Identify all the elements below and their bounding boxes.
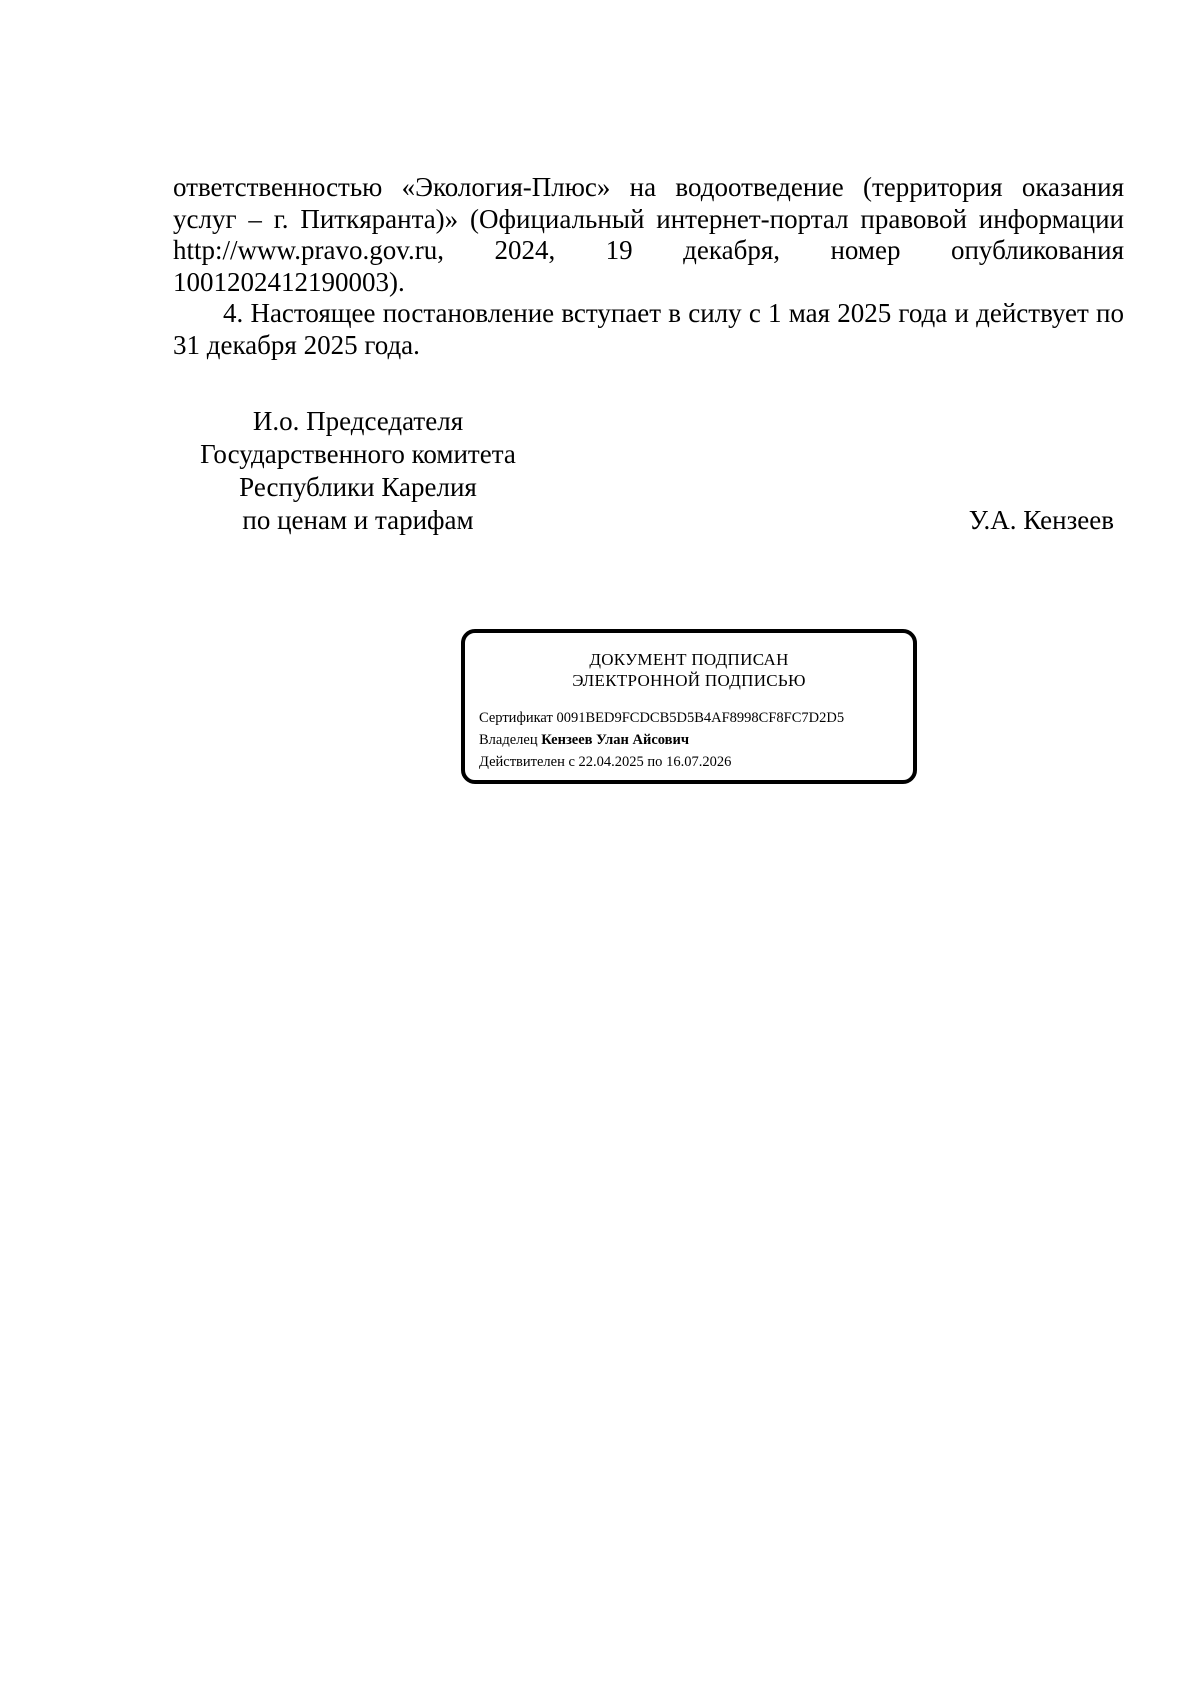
electronic-signature-stamp (461, 629, 917, 784)
signatory-position-line: по ценам и тарифам (242, 505, 474, 535)
stamp-heading-line: ЭЛЕКТРОННОЙ ПОДПИСЬЮ (572, 671, 806, 690)
valid-from: 22.04.2025 (578, 754, 644, 770)
paragraph-continued: ответственностью «Экология-Плюс» на водоотведение (территория оказания услуг – г. Питкяранта)» (Официальный интернет-портал правовой информации http://www.pravo.gov.ru, 2024, 19 декабря, номер опубликования 1001202412190003). (173, 172, 1124, 297)
stamp-details (479, 707, 844, 773)
stamp-owner-line (479, 729, 844, 751)
certificate-value: 0091BED9FCDCB5D5B4AF8998CF8FC7D2D5 (556, 710, 845, 726)
signatory-name: У.А. Кензеев (968, 505, 1114, 535)
stamp-validity-line (479, 751, 844, 773)
signatory-position-line: Республики Карелия (239, 472, 477, 502)
owner-value: Кензеев Улан Айсович (541, 732, 690, 748)
signatory-position-line: Государственного комитета (200, 439, 516, 469)
owner-label: Владелец (479, 732, 538, 748)
stamp-certificate-line (479, 707, 844, 729)
paragraph-item-4: 4. Настоящее постановление вступает в силу с 1 мая 2025 года и действует по 31 декабря 2025 года. (173, 298, 1124, 360)
valid-to-prefix: по (647, 754, 663, 770)
certificate-label: Сертификат (479, 710, 553, 726)
valid-from-prefix: с (568, 754, 575, 770)
valid-label: Действителен (479, 754, 565, 770)
signatory-position (173, 405, 543, 537)
body-text (173, 172, 1124, 361)
stamp-heading (465, 649, 913, 691)
signatory-position-line: И.о. Председателя (252, 406, 464, 436)
valid-to: 16.07.2026 (666, 754, 732, 770)
stamp-heading-line: ДОКУМЕНТ ПОДПИСАН (589, 650, 789, 669)
